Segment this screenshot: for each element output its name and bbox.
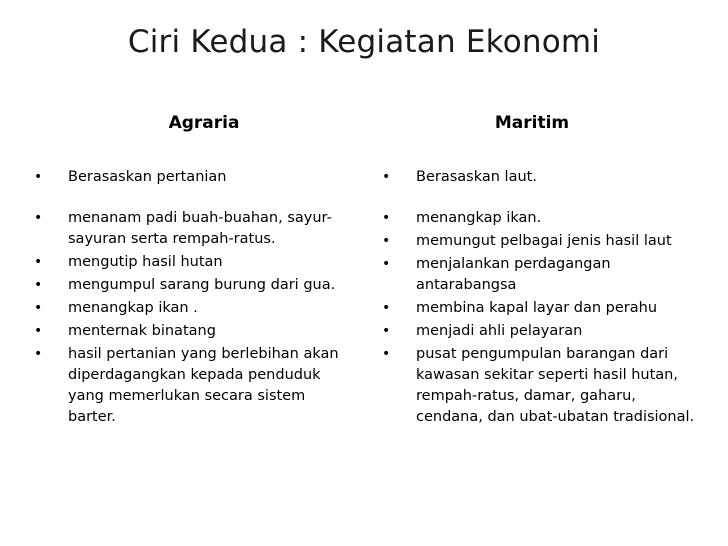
list-item-text: Berasaskan laut. [416,169,537,185]
bullet-icon: • [34,300,43,316]
list-item-text: mengutip hasil hutan [68,254,223,270]
maritim-heading: Maritim [494,113,570,133]
slide-title: Ciri Kedua : Kegiatan Ekonomi [127,24,601,60]
bullet-icon: • [382,346,391,362]
bullet-icon: • [382,256,391,272]
list-item [34,275,354,296]
list-item [382,231,702,252]
bullet-icon: • [34,210,43,226]
list-item-text: menjalankan perdagangan antarabangsa [416,256,611,293]
list-item [382,298,702,319]
list-item [34,252,354,273]
bullet-icon: • [382,210,391,226]
bullet-icon: • [34,169,43,185]
list-item [34,321,354,342]
list-item-text: menternak binatang [68,323,216,339]
bullet-icon: • [382,169,391,185]
list-item-text: pusat pengumpulan barangan dari kawasan sekitar seperti hasil hutan, rempah-ratus, damar, gaharu, cendana, dan ubat-ubatan tradisional. [416,346,695,425]
list-item [382,254,702,296]
list-item [382,208,702,229]
list-item [34,167,354,188]
list-item [382,321,702,342]
bullet-icon: • [34,277,43,293]
list-item-text: menangkap ikan . [68,300,198,316]
list-item-text: hasil pertanian yang berlebihan akan diperdagangkan kepada penduduk yang memerlukan secara sistem barter. [68,346,339,425]
list-item [382,167,702,188]
list-item-text: menanam padi buah-buahan, sayur-sayuran serta rempah-ratus. [68,210,332,247]
bullet-icon: • [34,254,43,270]
list-item-text: membina kapal layar dan perahu [416,300,658,316]
list-item-text: menjadi ahli pelayaran [416,323,583,339]
list-item [34,344,354,428]
list-item-text: menangkap ikan. [416,210,542,226]
bullet-icon: • [382,300,391,316]
list-item [382,344,702,428]
bullet-icon: • [382,323,391,339]
agraria-column [34,112,354,428]
list-item-text: Berasaskan pertanian [68,169,227,185]
bullet-icon: • [34,323,43,339]
agraria-list [34,167,354,428]
maritim-list [382,167,702,428]
list-item [34,298,354,319]
maritim-column [382,112,702,428]
list-item-text: mengumpul sarang burung dari gua. [68,277,336,293]
bullet-icon: • [34,346,43,362]
list-item [34,208,354,250]
list-item-text: memungut pelbagai jenis hasil laut [416,233,672,249]
agraria-heading: Agraria [168,113,240,133]
bullet-icon: • [382,233,391,249]
